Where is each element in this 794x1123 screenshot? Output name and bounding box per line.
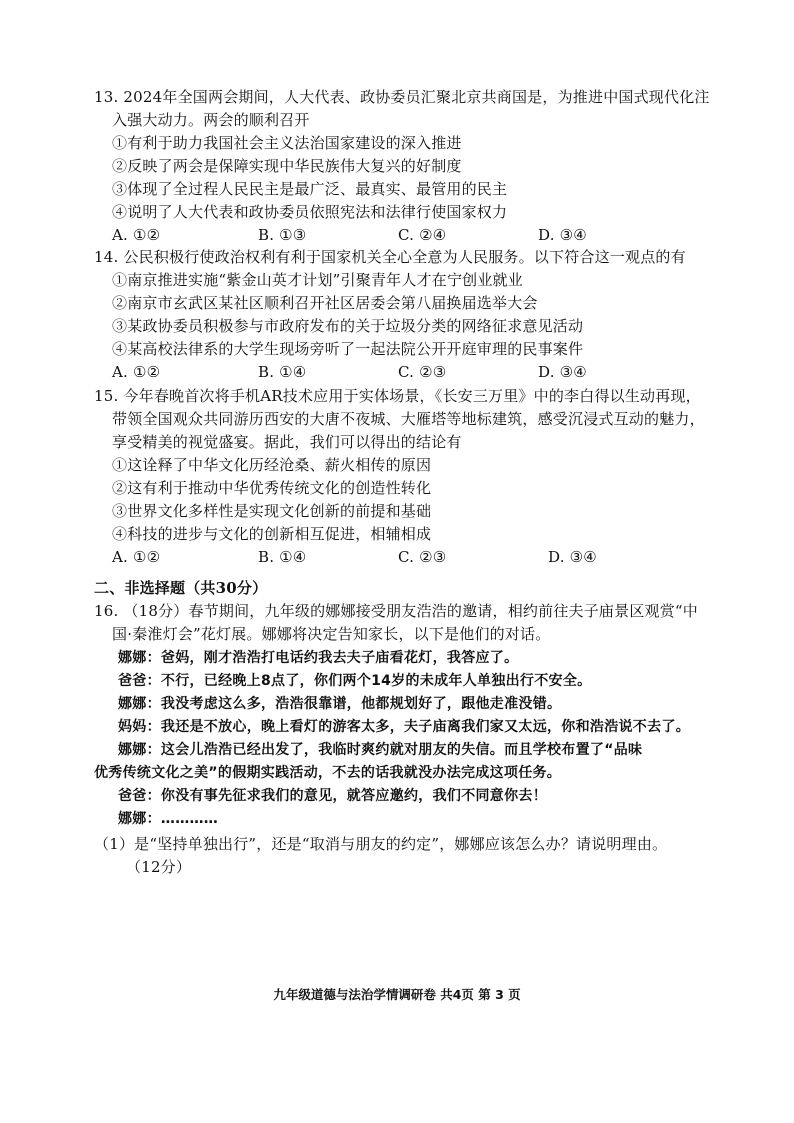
q15-stem-line-2: 带领全国观众共同游历西安的大唐不夜城、大雁塔等地标建筑，感受沉浸式互动的魅力， (112, 410, 705, 428)
q14-choice-2: ②南京市玄武区某社区顺利召开社区居委会第八届换届选举大会 (112, 294, 538, 312)
dialogue-line-2: 爸爸：不行，已经晚上8点了，你们两个14岁的未成年人单独出行不安全。 (118, 673, 592, 689)
q13-option-a: A. ①② (112, 226, 161, 244)
q13-option-d: D. ③④ (538, 226, 587, 244)
page-footer: 九年级道德与法治学情调研卷 共4页 第 3 页 (273, 987, 521, 1002)
dialogue-line-7: 爸爸：你没有事先征求我们的意见，就答应邀约，我们不同意你去！ (118, 788, 547, 804)
q14-option-a: A. ①② (112, 363, 161, 381)
q16-stem-line-2: 国·秦淮灯会”花灯展。娜娜将决定告知家长，以下是他们的对话。 (112, 625, 551, 643)
q13-stem-line-1: 13. 2024年全国两会期间，人大代表、政协委员汇聚北京共商国是，为推进中国式现代化注 (94, 88, 710, 106)
q13-option-c: C. ②④ (398, 226, 447, 244)
q14-option-b: B. ①④ (258, 363, 307, 381)
q15-stem-line-1: 15. 今年春晚首次将手机AR技术应用于实体场景，《长安三万里》中的李白得以生动再现， (94, 387, 701, 405)
dialogue-line-3: 娜娜：我没考虑这么多，浩浩很靠谱，他都规划好了，跟他走准没错。 (118, 696, 562, 712)
dialogue-line-1: 娜娜：爸妈，刚才浩浩打电话约我去夫子庙看花灯，我答应了。 (118, 650, 519, 666)
q15-choice-2: ②这有利于推动中华优秀传统文化的创造性转化 (112, 479, 432, 497)
q15-choice-4: ④科技的进步与文化的创新相互促进，相辅相成 (112, 525, 432, 543)
q14-stem-line-1: 14. 公民积极行使政治权利有利于国家机关全心全意为人民服务。以下符合这一观点的有 (94, 248, 686, 266)
q13-choice-3: ③体现了全过程人民民主是最广泛、最真实、最管用的民主 (112, 180, 508, 198)
q14-choice-4: ④某高校法律系的大学生现场旁听了一起法院公开开庭审理的民事案件 (112, 340, 584, 358)
q16-sub-question-line-2: （12分） (126, 858, 192, 876)
q14-choice-3: ③某政协委员积极参与市政府发布的关于垃圾分类的网络征求意见活动 (112, 317, 584, 335)
dialogue-line-4: 妈妈：我还是不放心，晚上看灯的游客太多，夫子庙离我们家又太远，你和浩浩说不去了。 (118, 719, 690, 735)
q14-choice-1: ①南京推进实施“紫金山英才计划”引聚青年人才在宁创业就业 (112, 271, 523, 289)
dialogue-line-5: 娜娜：这会儿浩浩已经出发了，我临时爽约就对朋友的失信。而且学校布置了“品味 (118, 742, 643, 758)
q15-option-d: D. ③④ (548, 548, 597, 566)
q16-stem-line-1: 16. （18分）春节期间，九年级的娜娜接受朋友浩浩的邀请，相约前往夫子庙景区观赏“中 (94, 602, 698, 620)
q15-stem-line-3: 享受精美的视觉盛宴。据此，我们可以得出的结论有 (112, 433, 462, 451)
q15-choice-1: ①这诠释了中华文化历经沧桑、薪火相传的原因 (112, 456, 432, 474)
q14-option-c: C. ②③ (398, 363, 447, 381)
q16-sub-question-line-1: （1）是“坚持单独出行”，还是“取消与朋友的约定”，娜娜应该怎么办？请说明理由。 (94, 835, 668, 853)
q13-stem-line-2: 入强大动力。两会的顺利召开 (112, 111, 310, 129)
q13-choice-4: ④说明了人大代表和政协委员依照宪法和法律行使国家权力 (112, 203, 508, 221)
q15-choice-3: ③世界文化多样性是实现文化创新的前提和基础 (112, 502, 432, 520)
q15-option-c: C. ②③ (398, 548, 447, 566)
q13-choice-1: ①有利于助力我国社会主义法治国家建设的深入推进 (112, 134, 462, 152)
q14-option-d: D. ③④ (538, 363, 587, 381)
q13-option-b: B. ①③ (258, 226, 307, 244)
dialogue-line-6: 优秀传统文化之美”的假期实践活动，不去的话我就没办法完成这项任务。 (94, 765, 562, 781)
section-title: 二、非选择题（共30分） (94, 579, 268, 597)
q15-option-a: A. ①② (112, 548, 161, 566)
q15-option-b: B. ①④ (258, 548, 307, 566)
dialogue-line-8: 娜娜：………… (118, 811, 219, 827)
q13-choice-2: ②反映了两会是保障实现中华民族伟大复兴的好制度 (112, 157, 462, 175)
